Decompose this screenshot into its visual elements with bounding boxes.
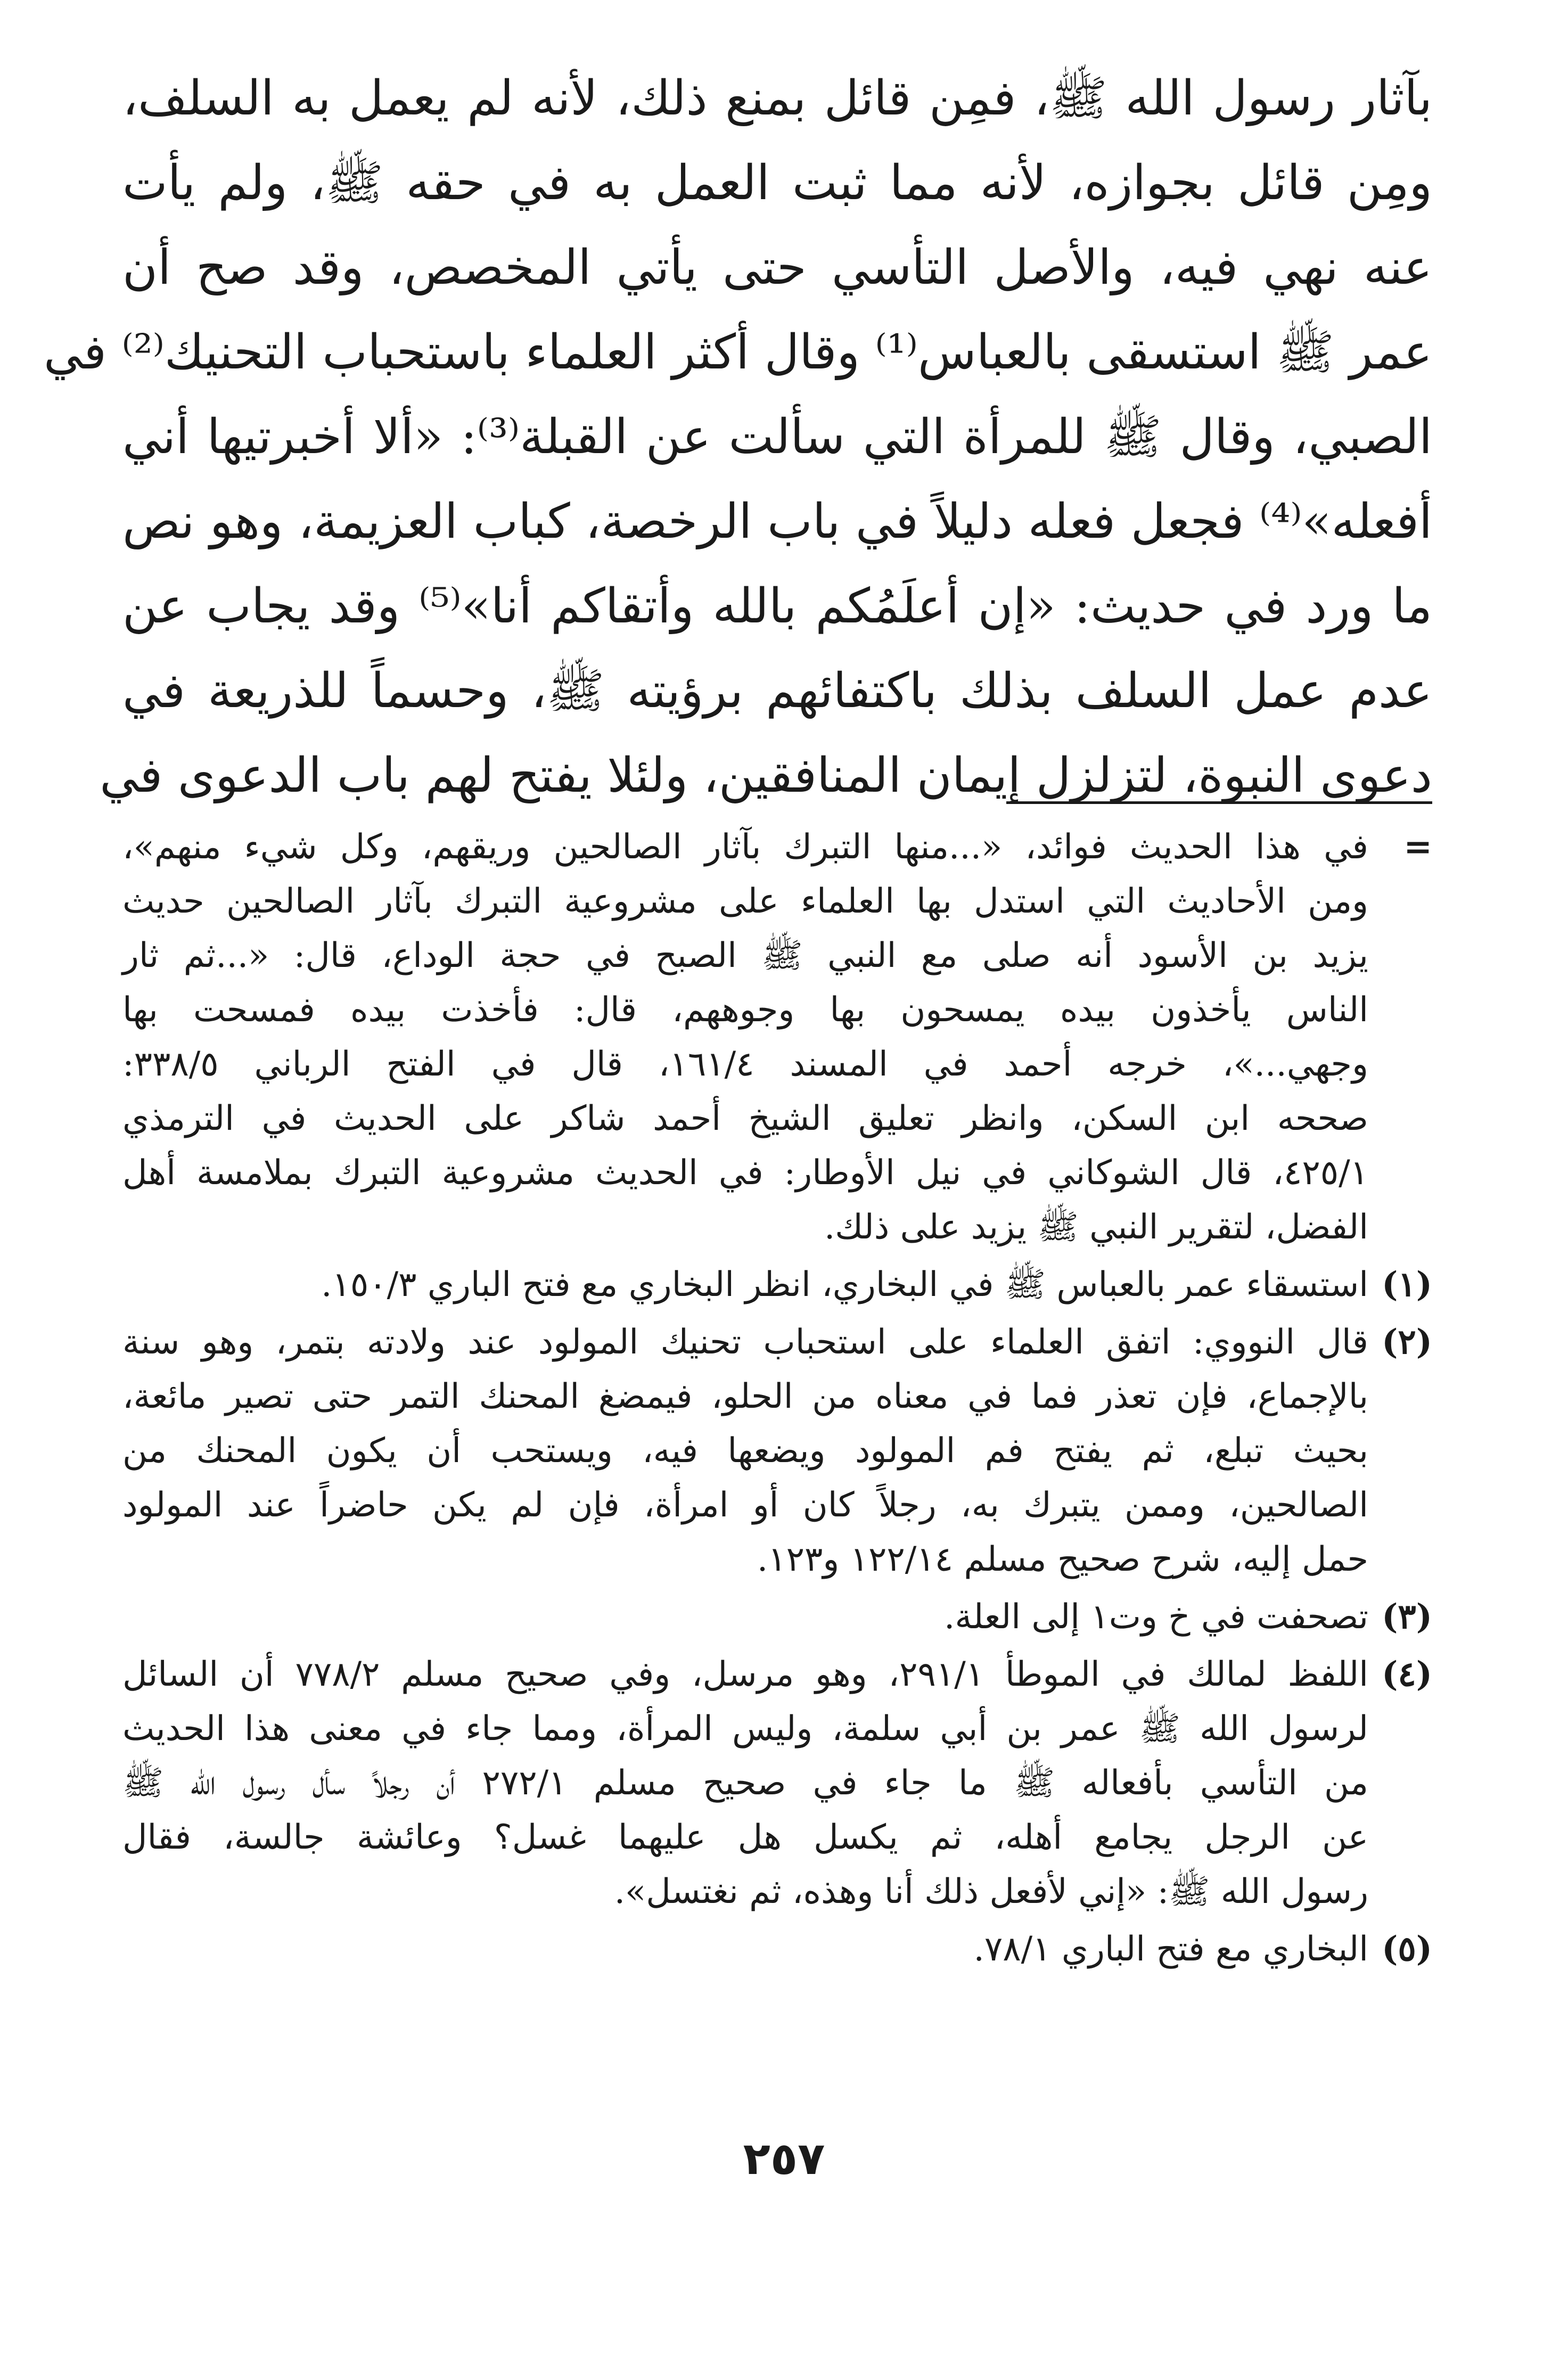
footnote-marker: =	[1403, 827, 1432, 867]
footnote-line: صححه ابن السكن، وانظر تعليق الشيخ أحمد شاكر على الحديث في الترمذي	[122, 1099, 1368, 1138]
footnote-line: بحيث تبلع، ثم يفتح فم المولود ويضعها فيه، ويستحب أن يكون المحنك من	[122, 1431, 1368, 1471]
footnote-line: حمل إليه، شرح صحيح مسلم ١٢٢/١٤ و١٢٣.	[757, 1540, 1368, 1579]
footnote-line: لرسول الله ﷺ عمر بن أبي سلمة، وليس المرأة، ومما جاء في معنى هذا الحديث	[122, 1709, 1369, 1749]
footnote-line: الفضل، لتقرير النبي ﷺ يزيد على ذلك.	[824, 1208, 1368, 1247]
main-text-line: عنه نهي فيه، والأصل التأسي حتى يأتي المخصص، وقد صح أن	[122, 240, 1432, 296]
main-text-line: الصبي، وقال ﷺ للمرأة التي سألت عن القبلة⁽³⁾: «ألا أخبرتيها أني	[122, 409, 1432, 465]
main-text-line: أفعله»⁽⁴⁾ فجعل فعله دليلاً في باب الرخصة، كباب العزيمة، وهو نص	[122, 494, 1432, 549]
footnote-2	[122, 1315, 1432, 1587]
main-text-line: ما ورد في حديث: «إن أعلَمُكم بالله وأتقاكم أنا»⁽⁵⁾ وقد يجاب عن	[122, 578, 1432, 634]
footnote-line: في هذا الحديث فوائد، «...منها التبرك بآثار الصالحين وريقهم، وكل شيء منهم»،	[122, 827, 1368, 867]
page-number: ٢٥٧	[743, 2132, 825, 2185]
footnote-line: وجهي...»، خرجه أحمد في المسند ١٦١/٤، قال في الفتح الرباني ٣٣٨/٥:	[122, 1045, 1368, 1084]
footnote-line: يزيد بن الأسود أنه صلى مع النبي ﷺ الصبح في حجة الوداع، قال: «...ثم ثار	[122, 936, 1368, 975]
footnote-line: تصحفت في خ وت١ إلى العلة.	[944, 1597, 1368, 1637]
footnote-line: قال النووي: اتفق العلماء على استحباب تحنيك المولود عند ولادته بتمر، وهو سنة	[122, 1323, 1369, 1362]
main-text-block	[43, 56, 1432, 818]
main-text-line: عدم عمل السلف بذلك باكتفائهم برؤيته ﷺ، وحسماً للذريعة في	[122, 663, 1432, 719]
footnote-line: بالإجماع، فإن تعذر فما في معناه من الحلو، فيمضغ المحنك التمر حتى تصير مائعة،	[122, 1377, 1369, 1416]
footnote-line: الصالحين، وممن يتبرك به، رجلاً كان أو امرأة، فإن لم يكن حاضراً عند المولود	[122, 1486, 1369, 1525]
footnote-marker: (١)	[1382, 1265, 1432, 1304]
footnote-line: البخاري مع فتح الباري ٧٨/١.	[973, 1930, 1368, 1969]
footnote-marker: (٤)	[1382, 1654, 1432, 1694]
main-text-line: دعوى النبوة، لتزلزل إيمان المنافقين، ولئلا يفتح لهم باب الدعوى في	[100, 748, 1432, 803]
footnote-marker: (٥)	[1382, 1929, 1432, 1969]
footnote-separator	[1006, 801, 1432, 804]
footnote-line: الناس يأخذون بيده يمسحون بها وجوههم، قال: فأخذت بيده فمسحت بها	[122, 990, 1368, 1030]
footnote-5	[122, 1922, 1432, 1976]
footnote-line: عن الرجل يجامع أهله، ثم يكسل هل عليهما غسل؟ وعائشة جالسة، فقال	[122, 1818, 1368, 1857]
footnote-line: من التأسي بأفعاله ﷺ ما جاء في صحيح مسلم ٢٧٢/١ أن رجلاً سأل رسول الله ﷺ	[122, 1763, 1369, 1803]
main-text-line: بآثار رسول الله ﷺ، فمِن قائل بمنع ذلك، لأنه لم يعمل به السلف،	[122, 70, 1432, 126]
footnote-line: استسقاء عمر بالعباس ﷺ في البخاري، انظر البخاري مع فتح الباري ١٥٠/٣.	[321, 1265, 1368, 1304]
footnote-continued	[122, 820, 1432, 1254]
footnote-marker: (٢)	[1382, 1322, 1432, 1362]
footnote-3	[122, 1590, 1432, 1644]
footnote-line: اللفظ لمالك في الموطأ ٢٩١/١، وهو مرسل، وفي صحيح مسلم ٧٧٨/٢ أن السائل	[122, 1655, 1368, 1694]
footnote-1	[122, 1258, 1432, 1312]
footnote-line: ٤٢٥/١، قال الشوكاني في نيل الأوطار: في الحديث مشروعية التبرك بملامسة أهل	[122, 1153, 1368, 1193]
main-text-line: عمر ﷺ استسقى بالعباس⁽¹⁾ وقال أكثر العلماء باستحباب التحنيك⁽²⁾ في	[43, 324, 1432, 380]
footnote-marker: (٣)	[1382, 1597, 1432, 1637]
footnotes-block	[122, 820, 1432, 1980]
footnote-4	[122, 1647, 1432, 1919]
footnote-line: ومن الأحاديث التي استدل بها العلماء على مشروعية التبرك بآثار الصالحين حديث	[122, 882, 1368, 921]
footnote-line: رسول الله ﷺ: «إني لأفعل ذلك أنا وهذه، ثم نغتسل».	[614, 1872, 1368, 1911]
main-text-line: ومِن قائل بجوازه، لأنه مما ثبت العمل به في حقه ﷺ، ولم يأت	[122, 155, 1432, 211]
